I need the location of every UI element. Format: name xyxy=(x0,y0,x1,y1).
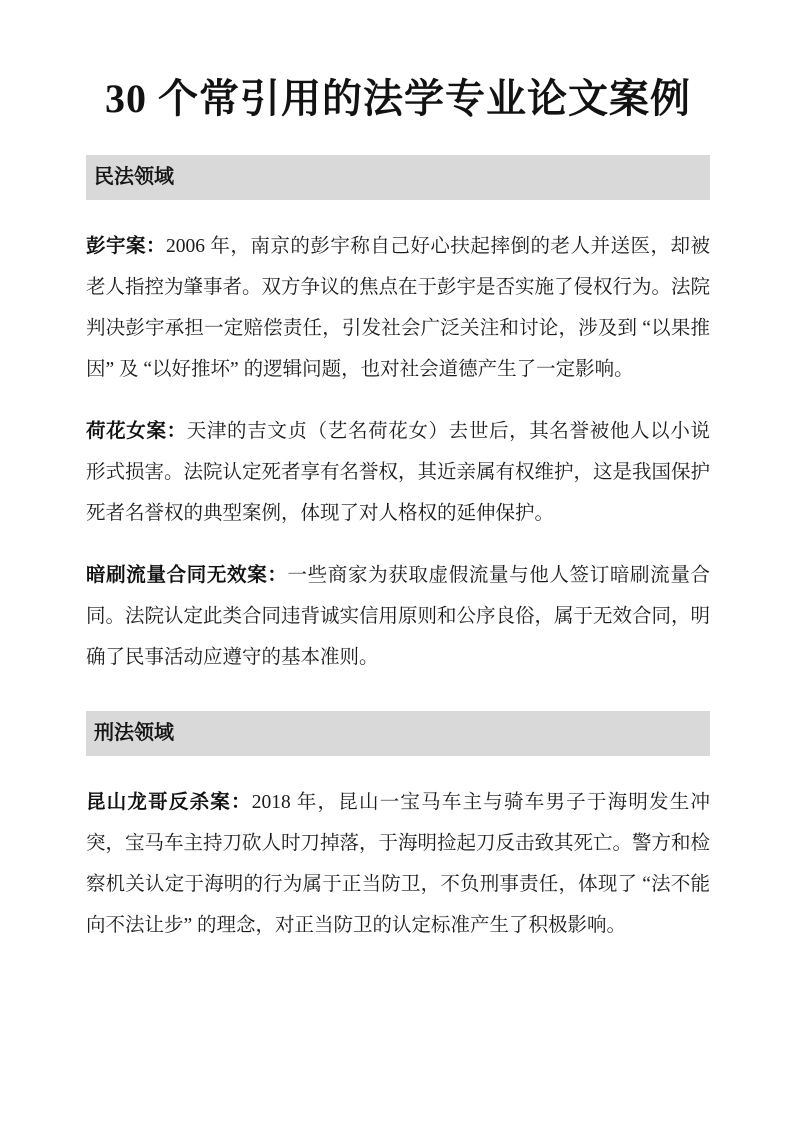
section-heading-criminal-law: 刑法领域 xyxy=(86,711,710,756)
document-body xyxy=(0,76,800,1143)
case-text-pengyu: 2006 年，南京的彭宇称自己好心扶起摔倒的老人并送医，却被老人指控为肇事者。双方争议的焦点在于彭宇是否实施了侵权行为。法院判决彭宇承担一定赔偿责任，引发社会广泛关注和讨论，涉及到 “以果推因” 及 “以好推坏” 的逻辑问题，也对社会道德产生了一定影响。 xyxy=(86,236,711,380)
section-heading-civil-law: 民法领域 xyxy=(86,155,710,200)
case-term-anshualiuliang: 暗刷流量合同无效案： xyxy=(86,565,288,586)
case-text-hehuanv: 天津的吉文贞（艺名荷花女）去世后，其名誉被他人以小说形式损害。法院认定死者享有名誉权，其近亲属有权维护，这是我国保护死者名誉权的典型案例，体现了对人格权的延伸保护。 xyxy=(86,421,711,524)
case-paragraph-hehuanv xyxy=(86,411,710,534)
case-paragraph-anshualiuliang xyxy=(86,555,710,678)
case-term-kunshan: 昆山龙哥反杀案： xyxy=(86,792,252,813)
document-title: 30 个常引用的法学专业论文案例 xyxy=(105,76,691,121)
document-page xyxy=(0,76,800,1143)
section-criminal-law xyxy=(86,711,710,946)
case-text-kunshan: 2018 年，昆山一宝马车主与骑车男子于海明发生冲突，宝马车主持刀砍人时刀掉落，于海明捡起刀反击致其死亡。警方和检察机关认定于海明的行为属于正当防卫，不负刑事责任，体现了 “法不能向不法让步” 的理念，对正当防卫的认定标准产生了积极影响。 xyxy=(86,792,711,936)
case-text-anshualiuliang: 一些商家为获取虚假流量与他人签订暗刷流量合同。法院认定此类合同违背诚实信用原则和公序良俗，属于无效合同，明确了民事活动应遵守的基本准则。 xyxy=(86,565,711,668)
case-term-pengyu: 彭宇案： xyxy=(86,236,167,257)
case-paragraph-kunshan xyxy=(86,782,710,946)
case-term-hehuanv: 荷花女案： xyxy=(86,421,187,442)
case-paragraph-pengyu xyxy=(86,226,710,390)
section-civil-law xyxy=(86,155,710,678)
